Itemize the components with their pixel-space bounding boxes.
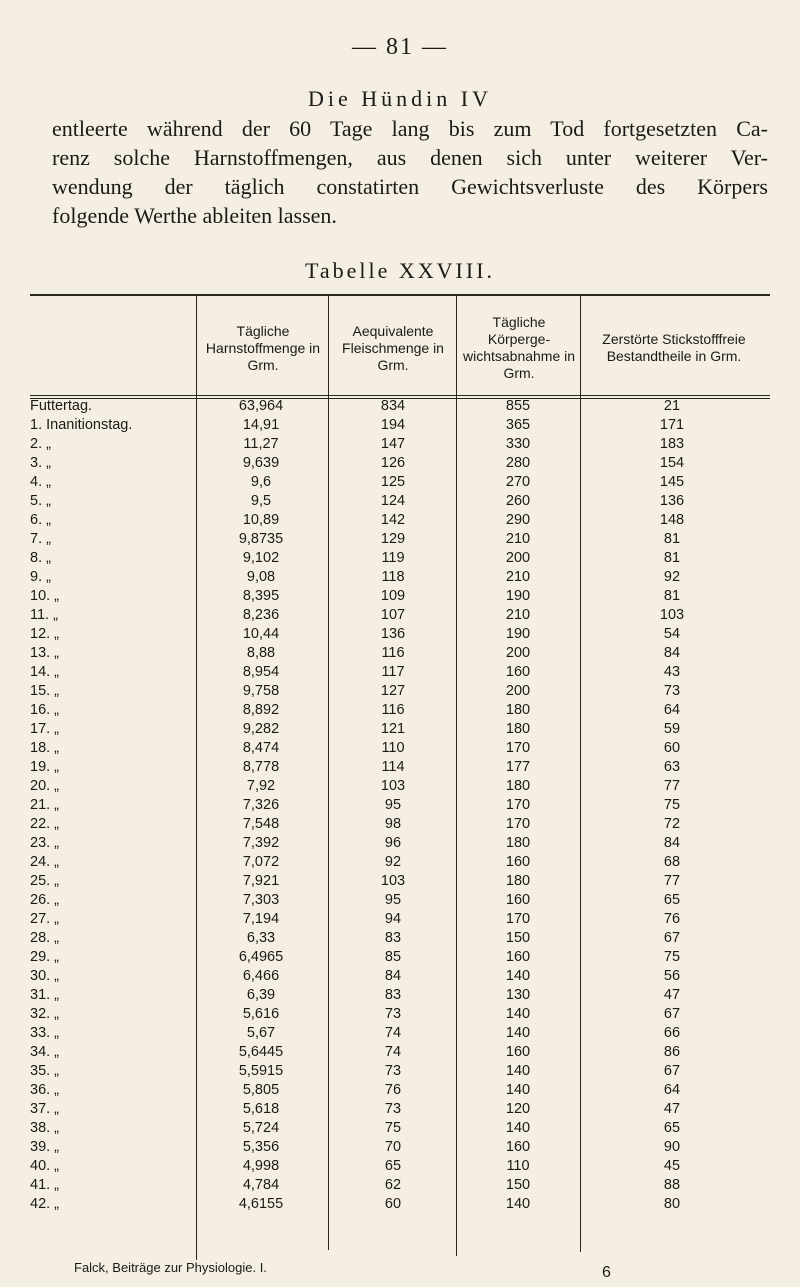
- harnstoff-value: 5,805: [242, 1082, 280, 1098]
- table-row: [0, 873, 800, 892]
- stickstofffrei-value: 59: [663, 721, 681, 737]
- harnstoff-value: 7,194: [242, 911, 280, 927]
- harnstoff-value: 9,8735: [238, 531, 284, 547]
- row-label: 16. „: [30, 702, 60, 718]
- table-row: [0, 474, 800, 493]
- stickstofffrei-value: 43: [663, 664, 681, 680]
- row-label: 8. „: [30, 550, 51, 566]
- row-label: 17. „: [30, 721, 60, 737]
- row-label: 3. „: [30, 455, 51, 471]
- table-row: [0, 835, 800, 854]
- harnstoff-value: 9,5: [250, 493, 272, 509]
- stickstofffrei-value: 84: [663, 835, 681, 851]
- harnstoff-value: 7,548: [242, 816, 280, 832]
- row-label: 42. „: [30, 1196, 60, 1212]
- fleisch-value: 83: [384, 987, 402, 1003]
- harnstoff-value: 5,724: [242, 1120, 280, 1136]
- fleisch-value: 84: [384, 968, 402, 984]
- gewicht-value: 180: [505, 702, 531, 718]
- table-row: [0, 949, 800, 968]
- gewicht-value: 170: [505, 816, 531, 832]
- gewicht-value: 140: [505, 1025, 531, 1041]
- harnstoff-value: 9,102: [242, 550, 280, 566]
- harnstoff-value: 6,39: [246, 987, 276, 1003]
- row-label: 38. „: [30, 1120, 60, 1136]
- signature-mark: 6: [602, 1264, 611, 1281]
- gewicht-value: 140: [505, 1063, 531, 1079]
- fleisch-value: 65: [384, 1158, 402, 1174]
- gewicht-value: 140: [505, 1006, 531, 1022]
- table-row: [0, 645, 800, 664]
- stickstofffrei-value: 183: [659, 436, 685, 452]
- gewicht-value: 180: [505, 778, 531, 794]
- gewicht-value: 160: [505, 1044, 531, 1060]
- harnstoff-value: 6,466: [242, 968, 280, 984]
- harnstoff-value: 9,758: [242, 683, 280, 699]
- row-label: 13. „: [30, 645, 60, 661]
- row-label: 19. „: [30, 759, 60, 775]
- stickstofffrei-value: 145: [659, 474, 685, 490]
- stickstofffrei-value: 92: [663, 569, 681, 585]
- stickstofffrei-value: 72: [663, 816, 681, 832]
- stickstofffrei-value: 81: [663, 531, 681, 547]
- row-label: 7. „: [30, 531, 51, 547]
- stickstofffrei-value: 75: [663, 949, 681, 965]
- fleisch-value: 96: [384, 835, 402, 851]
- stickstofffrei-value: 67: [663, 1006, 681, 1022]
- stickstofffrei-value: 84: [663, 645, 681, 661]
- table-row: [0, 626, 800, 645]
- gewicht-value: 160: [505, 892, 531, 908]
- row-label: 32. „: [30, 1006, 60, 1022]
- fleisch-value: 73: [384, 1101, 402, 1117]
- harnstoff-value: 9,639: [242, 455, 280, 471]
- header-harnstoff: Tägliche Harnstoffmenge in Grm.: [205, 322, 321, 373]
- fleisch-value: 74: [384, 1025, 402, 1041]
- gewicht-value: 200: [505, 683, 531, 699]
- row-label: 30. „: [30, 968, 60, 984]
- gewicht-value: 260: [505, 493, 531, 509]
- harnstoff-value: 7,326: [242, 797, 280, 813]
- table-row: [0, 1025, 800, 1044]
- table-row: [0, 1082, 800, 1101]
- stickstofffrei-value: 86: [663, 1044, 681, 1060]
- stickstofffrei-value: 21: [663, 398, 681, 414]
- harnstoff-value: 4,6155: [238, 1196, 284, 1212]
- header-stickstofffrei: Zerstörte Stickstofffreie Bestandtheile in Grm.: [602, 331, 746, 364]
- stickstofffrei-value: 76: [663, 911, 681, 927]
- fleisch-value: 124: [380, 493, 406, 509]
- table-row: [0, 702, 800, 721]
- stickstofffrei-value: 64: [663, 1082, 681, 1098]
- stickstofffrei-value: 171: [659, 417, 685, 433]
- gewicht-value: 270: [505, 474, 531, 490]
- fleisch-value: 119: [381, 550, 405, 566]
- row-label: 10. „: [30, 588, 60, 604]
- fleisch-value: 834: [380, 398, 406, 414]
- stickstofffrei-value: 73: [663, 683, 681, 699]
- harnstoff-value: 5,356: [242, 1139, 280, 1155]
- harnstoff-value: 7,303: [242, 892, 280, 908]
- stickstofffrei-value: 67: [663, 1063, 681, 1079]
- gewicht-value: 330: [505, 436, 531, 452]
- harnstoff-value: 7,92: [246, 778, 276, 794]
- table-row: [0, 1139, 800, 1158]
- row-label: 26. „: [30, 892, 60, 908]
- harnstoff-value: 5,6445: [238, 1044, 284, 1060]
- table-row: [0, 987, 800, 1006]
- gewicht-value: 150: [505, 930, 531, 946]
- row-label: 2. „: [30, 436, 51, 452]
- harnstoff-value: 8,892: [242, 702, 280, 718]
- gewicht-value: 290: [505, 512, 531, 528]
- fleisch-value: 76: [384, 1082, 402, 1098]
- fleisch-value: 103: [380, 778, 406, 794]
- gewicht-value: 180: [505, 835, 531, 851]
- table-row: [0, 759, 800, 778]
- table-row: [0, 1196, 800, 1215]
- row-label: 27. „: [30, 911, 60, 927]
- harnstoff-value: 10,89: [242, 512, 280, 528]
- gewicht-value: 180: [505, 873, 531, 889]
- table-row: [0, 664, 800, 683]
- stickstofffrei-value: 75: [663, 797, 681, 813]
- table-row: [0, 1177, 800, 1196]
- row-label: 36. „: [30, 1082, 60, 1098]
- harnstoff-value: 63,964: [238, 398, 284, 414]
- gewicht-value: 110: [506, 1158, 530, 1174]
- fleisch-value: 129: [380, 531, 406, 547]
- fleisch-value: 73: [384, 1063, 402, 1079]
- table-row: [0, 968, 800, 987]
- row-label: 18. „: [30, 740, 60, 756]
- fleisch-value: 194: [380, 417, 406, 433]
- row-label: 28. „: [30, 930, 60, 946]
- header-koerpergewicht: Tägliche Körperge- wichtsabnahme in Grm.: [462, 314, 576, 381]
- paragraph-line: entleerte während der 60 Tage lang bis zum Tod fortgesetzten Ca-: [52, 116, 768, 141]
- gewicht-value: 200: [505, 550, 531, 566]
- table-row: [0, 436, 800, 455]
- fleisch-value: 95: [384, 797, 402, 813]
- gewicht-value: 210: [505, 607, 531, 623]
- fleisch-value: 92: [384, 854, 402, 870]
- gewicht-value: 140: [505, 1120, 531, 1136]
- harnstoff-value: 8,236: [242, 607, 280, 623]
- row-label: 34. „: [30, 1044, 60, 1060]
- table-row: [0, 455, 800, 474]
- gewicht-value: 160: [505, 1139, 531, 1155]
- stickstofffrei-value: 45: [663, 1158, 681, 1174]
- stickstofffrei-value: 67: [663, 930, 681, 946]
- harnstoff-value: 8,395: [242, 588, 280, 604]
- harnstoff-value: 9,282: [242, 721, 280, 737]
- gewicht-value: 120: [505, 1101, 531, 1117]
- gewicht-value: 170: [505, 797, 531, 813]
- harnstoff-value: 9,6: [250, 474, 272, 490]
- table-header-rule: [30, 395, 770, 396]
- gewicht-value: 210: [505, 531, 531, 547]
- row-label: 15. „: [30, 683, 60, 699]
- fleisch-value: 110: [381, 740, 405, 756]
- table-row: [0, 531, 800, 550]
- fleisch-value: 109: [380, 588, 406, 604]
- paragraph-line: folgende Werthe ableiten lassen.: [52, 203, 337, 228]
- fleisch-value: 85: [384, 949, 402, 965]
- footer: [74, 1260, 611, 1281]
- page-number: — 81 —: [352, 34, 448, 60]
- harnstoff-value: 6,33: [246, 930, 276, 946]
- stickstofffrei-value: 90: [663, 1139, 681, 1155]
- row-label: 4. „: [30, 474, 51, 490]
- header-fleisch: Aequivalente Fleischmenge in Grm.: [342, 322, 444, 373]
- harnstoff-value: 9,08: [246, 569, 276, 585]
- row-label: 22. „: [30, 816, 60, 832]
- harnstoff-value: 7,392: [242, 835, 280, 851]
- gewicht-value: 190: [505, 626, 531, 642]
- row-label: 35. „: [30, 1063, 60, 1079]
- table-top-rule: [30, 294, 770, 296]
- row-label: 9. „: [30, 569, 51, 585]
- stickstofffrei-value: 81: [663, 588, 681, 604]
- table-row: [0, 493, 800, 512]
- gewicht-value: 365: [505, 417, 531, 433]
- harnstoff-value: 8,474: [242, 740, 280, 756]
- harnstoff-value: 11,27: [243, 436, 279, 452]
- harnstoff-value: 8,954: [242, 664, 280, 680]
- row-label: 11. „: [30, 607, 58, 623]
- gewicht-value: 180: [505, 721, 531, 737]
- table-row: [0, 1006, 800, 1025]
- harnstoff-value: 5,616: [242, 1006, 280, 1022]
- paragraph-line: renz solche Harnstoffmengen, aus denen sich unter weiterer Ver-: [52, 145, 768, 170]
- row-label: 40. „: [30, 1158, 60, 1174]
- fleisch-value: 98: [384, 816, 402, 832]
- fleisch-value: 126: [380, 455, 406, 471]
- table-row: [0, 550, 800, 569]
- fleisch-value: 127: [380, 683, 406, 699]
- fleisch-value: 116: [381, 645, 405, 661]
- table-row: [0, 778, 800, 797]
- harnstoff-value: 5,618: [242, 1101, 280, 1117]
- harnstoff-value: 4,998: [242, 1158, 280, 1174]
- table-row: [0, 816, 800, 835]
- harnstoff-value: 8,778: [242, 759, 280, 775]
- fleisch-value: 60: [384, 1196, 402, 1212]
- gewicht-value: 177: [505, 759, 531, 775]
- stickstofffrei-value: 68: [663, 854, 681, 870]
- table-row: [0, 797, 800, 816]
- harnstoff-value: 4,784: [242, 1177, 280, 1193]
- table-row: [0, 417, 800, 436]
- row-label: 41. „: [30, 1177, 60, 1193]
- stickstofffrei-value: 47: [663, 987, 681, 1003]
- row-label: 21. „: [30, 797, 60, 813]
- stickstofffrei-value: 63: [663, 759, 681, 775]
- table-row: [0, 1158, 800, 1177]
- harnstoff-value: 14,91: [242, 417, 280, 433]
- harnstoff-value: 7,921: [242, 873, 280, 889]
- table-row: [0, 569, 800, 588]
- stickstofffrei-value: 65: [663, 1120, 681, 1136]
- harnstoff-value: 10,44: [242, 626, 280, 642]
- harnstoff-value: 6,4965: [238, 949, 284, 965]
- gewicht-value: 200: [505, 645, 531, 661]
- body-paragraph: [52, 114, 768, 230]
- fleisch-value: 107: [380, 607, 406, 623]
- paragraph-line: wendung der täglich constatirten Gewichtsverluste des Körpers: [52, 174, 768, 199]
- fleisch-value: 121: [380, 721, 406, 737]
- table-row: [0, 854, 800, 873]
- stickstofffrei-value: 81: [663, 550, 681, 566]
- harnstoff-value: 8,88: [246, 645, 276, 661]
- fleisch-value: 136: [380, 626, 406, 642]
- fleisch-value: 117: [381, 664, 405, 680]
- gewicht-value: 160: [505, 664, 531, 680]
- gewicht-value: 140: [505, 968, 531, 984]
- fleisch-value: 83: [384, 930, 402, 946]
- stickstofffrei-value: 148: [659, 512, 685, 528]
- row-label: 24. „: [30, 854, 60, 870]
- table-row: [0, 1044, 800, 1063]
- fleisch-value: 75: [384, 1120, 402, 1136]
- row-label: 23. „: [30, 835, 60, 851]
- gewicht-value: 210: [505, 569, 531, 585]
- row-label: 37. „: [30, 1101, 60, 1117]
- row-label: 12. „: [30, 626, 60, 642]
- fleisch-value: 70: [384, 1139, 402, 1155]
- gewicht-value: 160: [505, 949, 531, 965]
- harnstoff-value: 5,67: [246, 1025, 276, 1041]
- gewicht-value: 130: [505, 987, 531, 1003]
- footer-citation: Falck, Beiträge zur Physiologie. I.: [74, 1260, 267, 1275]
- stickstofffrei-value: 77: [663, 778, 681, 794]
- table-row: [0, 892, 800, 911]
- stickstofffrei-value: 154: [659, 455, 685, 471]
- fleisch-value: 125: [380, 474, 406, 490]
- table-row: [0, 740, 800, 759]
- table-title: Tabelle XXVIII.: [304, 258, 496, 283]
- row-label: 6. „: [30, 512, 51, 528]
- table-row: [0, 683, 800, 702]
- gewicht-value: 160: [505, 854, 531, 870]
- section-heading: Die Hündin IV: [308, 86, 492, 111]
- stickstofffrei-value: 88: [663, 1177, 681, 1193]
- gewicht-value: 140: [505, 1082, 531, 1098]
- table-row: [0, 1063, 800, 1082]
- table-row: [0, 607, 800, 626]
- stickstofffrei-value: 47: [663, 1101, 681, 1117]
- gewicht-value: 170: [505, 911, 531, 927]
- harnstoff-value: 7,072: [242, 854, 280, 870]
- table-row: [0, 588, 800, 607]
- fleisch-value: 116: [381, 702, 405, 718]
- row-label: Futtertag.: [30, 398, 93, 414]
- table-row: [0, 1101, 800, 1120]
- fleisch-value: 94: [384, 911, 402, 927]
- stickstofffrei-value: 64: [663, 702, 681, 718]
- table-row: [0, 911, 800, 930]
- fleisch-value: 114: [381, 759, 405, 775]
- row-label: 14. „: [30, 664, 60, 680]
- stickstofffrei-value: 60: [663, 740, 681, 756]
- stickstofffrei-value: 136: [659, 493, 685, 509]
- table-row: [0, 721, 800, 740]
- fleisch-value: 118: [381, 569, 405, 585]
- row-label: 39. „: [30, 1139, 60, 1155]
- gewicht-value: 280: [505, 455, 531, 471]
- stickstofffrei-value: 103: [659, 607, 685, 623]
- row-label: 33. „: [30, 1025, 60, 1041]
- row-label: 25. „: [30, 873, 60, 889]
- fleisch-value: 142: [380, 512, 406, 528]
- row-label: 29. „: [30, 949, 60, 965]
- fleisch-value: 95: [384, 892, 402, 908]
- fleisch-value: 103: [380, 873, 406, 889]
- stickstofffrei-value: 56: [663, 968, 681, 984]
- stickstofffrei-value: 80: [663, 1196, 681, 1212]
- gewicht-value: 150: [505, 1177, 531, 1193]
- row-label: 31. „: [30, 987, 60, 1003]
- fleisch-value: 147: [380, 436, 406, 452]
- gewicht-value: 170: [505, 740, 531, 756]
- row-label: 20. „: [30, 778, 60, 794]
- fleisch-value: 62: [384, 1177, 402, 1193]
- table-row: [0, 1120, 800, 1139]
- gewicht-value: 855: [505, 398, 531, 414]
- table-row: [0, 398, 800, 417]
- stickstofffrei-value: 65: [663, 892, 681, 908]
- stickstofffrei-value: 66: [663, 1025, 681, 1041]
- table-row: [0, 512, 800, 531]
- harnstoff-value: 5,5915: [238, 1063, 284, 1079]
- gewicht-value: 140: [505, 1196, 531, 1212]
- stickstofffrei-value: 54: [663, 626, 681, 642]
- gewicht-value: 190: [505, 588, 531, 604]
- table-row: [0, 930, 800, 949]
- fleisch-value: 73: [384, 1006, 402, 1022]
- row-label: 5. „: [30, 493, 51, 509]
- table-body: [0, 398, 800, 1215]
- stickstofffrei-value: 77: [663, 873, 681, 889]
- row-label: 1. Inanitionstag.: [30, 417, 133, 433]
- fleisch-value: 74: [384, 1044, 402, 1060]
